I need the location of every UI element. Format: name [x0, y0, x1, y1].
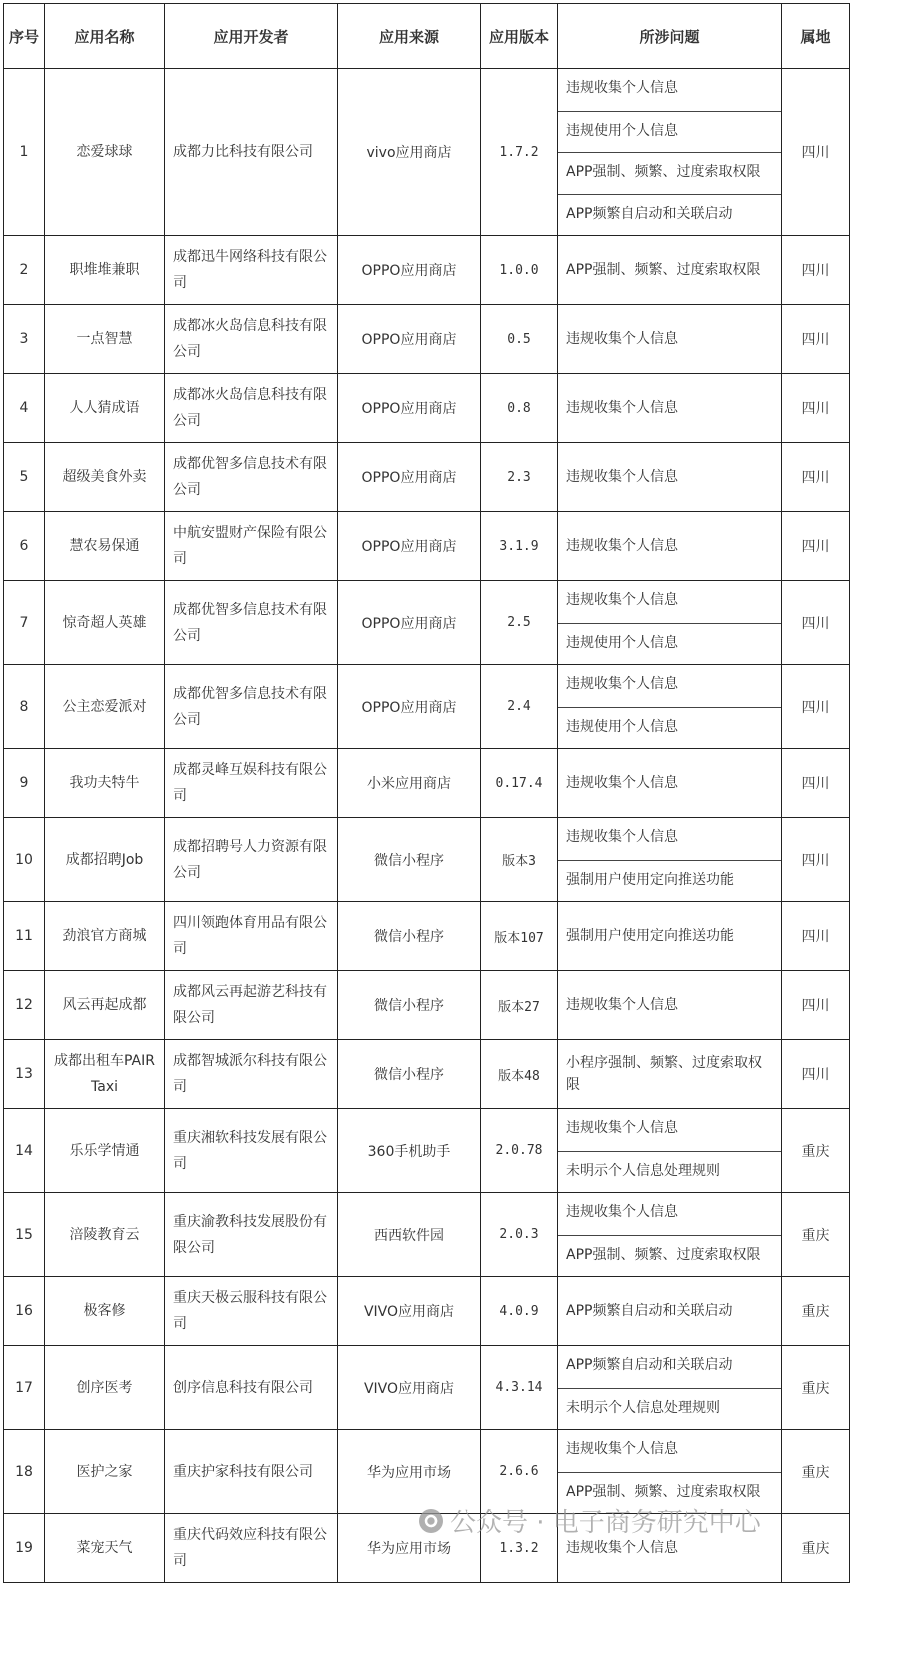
issues-cell	[558, 1109, 782, 1193]
issue-item: 违规收集个人信息	[566, 469, 678, 485]
issue-item: APP强制、频繁、过度索取权限	[558, 1472, 781, 1514]
region-cell: 重庆	[782, 1193, 850, 1277]
version-cell: 1.3.2	[481, 1514, 558, 1583]
region-cell: 四川	[782, 69, 850, 236]
region-cell: 四川	[782, 749, 850, 818]
app-name-cell: 我功夫特牛	[45, 749, 165, 818]
source-cell: OPPO应用商店	[338, 512, 481, 581]
header-index: 序号	[4, 4, 45, 69]
issues-cell	[558, 443, 782, 512]
issue-item: 违规使用个人信息	[558, 111, 781, 153]
issue-item: 违规使用个人信息	[558, 707, 781, 749]
developer-cell: 成都冰火岛信息科技有限公司	[165, 305, 338, 374]
source-cell: 西西软件园	[338, 1193, 481, 1277]
version-cell: 0.5	[481, 305, 558, 374]
issues-cell	[558, 1277, 782, 1346]
region-cell: 四川	[782, 512, 850, 581]
version-cell: 2.0.3	[481, 1193, 558, 1277]
developer-cell: 重庆湘软科技发展有限公司	[165, 1109, 338, 1193]
row-index: 19	[4, 1514, 45, 1583]
issue-item: 违规使用个人信息	[558, 623, 781, 665]
row-index: 17	[4, 1346, 45, 1430]
table-row	[4, 236, 850, 305]
app-name-cell: 极客修	[45, 1277, 165, 1346]
region-cell: 四川	[782, 236, 850, 305]
issue-item: APP频繁自启动和关联启动	[558, 194, 781, 236]
issues-cell	[558, 581, 782, 665]
developer-cell: 成都迅牛网络科技有限公司	[165, 236, 338, 305]
issues-cell	[558, 665, 782, 749]
developer-cell: 成都风云再起游艺科技有限公司	[165, 971, 338, 1040]
region-cell: 重庆	[782, 1109, 850, 1193]
region-cell: 重庆	[782, 1346, 850, 1430]
issue-item: 违规收集个人信息	[566, 997, 678, 1013]
table-row	[4, 1040, 850, 1109]
app-name-cell: 恋爱球球	[45, 69, 165, 236]
row-index: 16	[4, 1277, 45, 1346]
row-index: 8	[4, 665, 45, 749]
row-index: 6	[4, 512, 45, 581]
issue-item: 未明示个人信息处理规则	[558, 1388, 781, 1430]
version-cell: 1.7.2	[481, 69, 558, 236]
developer-cell: 重庆渝教科技发展股份有限公司	[165, 1193, 338, 1277]
issue-item: APP强制、频繁、过度索取权限	[566, 262, 761, 278]
issue-item: 违规收集个人信息	[566, 80, 678, 96]
app-name-cell: 成都招聘Job	[45, 818, 165, 902]
app-name-cell: 惊奇超人英雄	[45, 581, 165, 665]
app-name-cell: 成都出租车PAIR Taxi	[45, 1040, 165, 1109]
issue-item: 未明示个人信息处理规则	[558, 1151, 781, 1193]
issue-item: APP强制、频繁、过度索取权限	[558, 1235, 781, 1277]
developer-cell: 成都优智多信息技术有限公司	[165, 581, 338, 665]
source-cell: vivo应用商店	[338, 69, 481, 236]
version-cell: 0.8	[481, 374, 558, 443]
developer-cell: 重庆代码效应科技有限公司	[165, 1514, 338, 1583]
source-cell: 微信小程序	[338, 902, 481, 971]
table-row	[4, 818, 850, 902]
region-cell: 四川	[782, 971, 850, 1040]
region-cell: 四川	[782, 305, 850, 374]
version-cell: 版本107	[481, 902, 558, 971]
version-cell: 2.0.78	[481, 1109, 558, 1193]
version-cell: 2.3	[481, 443, 558, 512]
issues-cell	[558, 69, 782, 236]
issue-item: 违规收集个人信息	[566, 1441, 678, 1457]
app-name-cell: 职堆堆兼职	[45, 236, 165, 305]
table-row	[4, 1193, 850, 1277]
issue-item: 违规收集个人信息	[566, 592, 678, 608]
table-row	[4, 581, 850, 665]
developer-cell: 重庆护家科技有限公司	[165, 1430, 338, 1514]
issue-item: 小程序强制、频繁、过度索取权限	[566, 1055, 762, 1093]
row-index: 10	[4, 818, 45, 902]
developer-cell: 成都优智多信息技术有限公司	[165, 443, 338, 512]
issues-cell	[558, 1040, 782, 1109]
issues-cell	[558, 236, 782, 305]
region-cell: 四川	[782, 665, 850, 749]
issues-cell	[558, 971, 782, 1040]
issues-cell	[558, 902, 782, 971]
header-developer: 应用开发者	[165, 4, 338, 69]
app-name-cell: 人人猜成语	[45, 374, 165, 443]
issue-item: 违规收集个人信息	[566, 1120, 678, 1136]
table-row	[4, 1346, 850, 1430]
issue-item: APP频繁自启动和关联启动	[566, 1357, 733, 1373]
table-row	[4, 902, 850, 971]
developer-cell: 创序信息科技有限公司	[165, 1346, 338, 1430]
issues-cell	[558, 749, 782, 818]
row-index: 2	[4, 236, 45, 305]
developer-cell: 成都智城派尔科技有限公司	[165, 1040, 338, 1109]
app-name-cell: 涪陵教育云	[45, 1193, 165, 1277]
table-row	[4, 69, 850, 236]
version-cell: 0.17.4	[481, 749, 558, 818]
source-cell: 小米应用商店	[338, 749, 481, 818]
row-index: 9	[4, 749, 45, 818]
table-row	[4, 1277, 850, 1346]
issue-item: 违规收集个人信息	[566, 775, 678, 791]
region-cell: 四川	[782, 374, 850, 443]
table-row	[4, 443, 850, 512]
table-row	[4, 512, 850, 581]
version-cell: 1.0.0	[481, 236, 558, 305]
developer-cell: 重庆天极云服科技有限公司	[165, 1277, 338, 1346]
header-app-name: 应用名称	[45, 4, 165, 69]
region-cell: 四川	[782, 1040, 850, 1109]
issues-cell	[558, 305, 782, 374]
developer-cell: 成都招聘号人力资源有限公司	[165, 818, 338, 902]
issue-item: 强制用户使用定向推送功能	[566, 928, 734, 944]
issue-item: 违规收集个人信息	[566, 538, 678, 554]
app-violation-table	[3, 3, 850, 1583]
row-index: 5	[4, 443, 45, 512]
region-cell: 四川	[782, 818, 850, 902]
app-name-cell: 医护之家	[45, 1430, 165, 1514]
region-cell: 四川	[782, 581, 850, 665]
issue-item: 违规收集个人信息	[566, 1204, 678, 1220]
source-cell: 华为应用市场	[338, 1430, 481, 1514]
issue-item: 违规收集个人信息	[566, 829, 678, 845]
table-row	[4, 1514, 850, 1583]
table-row	[4, 665, 850, 749]
watermark-text: 公众号 · 电子商务研究中心	[450, 1508, 761, 1538]
issue-item: 违规收集个人信息	[566, 400, 678, 416]
version-cell: 2.5	[481, 581, 558, 665]
app-name-cell: 慧农易保通	[45, 512, 165, 581]
issue-item: 强制用户使用定向推送功能	[558, 860, 781, 902]
row-index: 13	[4, 1040, 45, 1109]
issue-item: 违规收集个人信息	[566, 331, 678, 347]
app-name-cell: 公主恋爱派对	[45, 665, 165, 749]
app-name-cell: 超级美食外卖	[45, 443, 165, 512]
source-cell: 微信小程序	[338, 1040, 481, 1109]
source-cell: OPPO应用商店	[338, 305, 481, 374]
app-name-cell: 菜宠天气	[45, 1514, 165, 1583]
developer-cell: 四川领跑体育用品有限公司	[165, 902, 338, 971]
row-index: 11	[4, 902, 45, 971]
region-cell: 四川	[782, 902, 850, 971]
issue-item: APP强制、频繁、过度索取权限	[558, 152, 781, 194]
version-cell: 4.3.14	[481, 1346, 558, 1430]
table-row	[4, 749, 850, 818]
issue-item: APP频繁自启动和关联启动	[566, 1303, 733, 1319]
source-cell: VIVO应用商店	[338, 1346, 481, 1430]
issues-cell	[558, 1514, 782, 1583]
region-cell: 重庆	[782, 1514, 850, 1583]
table-header-row	[4, 4, 850, 69]
issues-cell	[558, 512, 782, 581]
version-cell: 版本48	[481, 1040, 558, 1109]
row-index: 3	[4, 305, 45, 374]
header-version: 应用版本	[481, 4, 558, 69]
developer-cell: 成都力比科技有限公司	[165, 69, 338, 236]
header-issues: 所涉问题	[558, 4, 782, 69]
header-source: 应用来源	[338, 4, 481, 69]
table-body	[4, 69, 850, 1583]
row-index: 4	[4, 374, 45, 443]
source-cell: 微信小程序	[338, 818, 481, 902]
version-cell: 2.6.6	[481, 1430, 558, 1514]
source-cell: VIVO应用商店	[338, 1277, 481, 1346]
issues-cell	[558, 374, 782, 443]
table-row	[4, 971, 850, 1040]
table-row	[4, 1430, 850, 1514]
version-cell: 版本3	[481, 818, 558, 902]
source-cell: OPPO应用商店	[338, 443, 481, 512]
source-cell: OPPO应用商店	[338, 665, 481, 749]
table-row	[4, 1109, 850, 1193]
row-index: 14	[4, 1109, 45, 1193]
row-index: 18	[4, 1430, 45, 1514]
region-cell: 重庆	[782, 1277, 850, 1346]
developer-cell: 成都灵峰互娱科技有限公司	[165, 749, 338, 818]
region-cell: 重庆	[782, 1430, 850, 1514]
issues-cell	[558, 1346, 782, 1430]
source-cell: 360手机助手	[338, 1109, 481, 1193]
row-index: 12	[4, 971, 45, 1040]
app-name-cell: 风云再起成都	[45, 971, 165, 1040]
developer-cell: 成都冰火岛信息科技有限公司	[165, 374, 338, 443]
app-name-cell: 创序医考	[45, 1346, 165, 1430]
app-name-cell: 乐乐学情通	[45, 1109, 165, 1193]
source-cell: OPPO应用商店	[338, 374, 481, 443]
app-name-cell: 一点智慧	[45, 305, 165, 374]
table-row	[4, 374, 850, 443]
row-index: 1	[4, 69, 45, 236]
issues-cell	[558, 1430, 782, 1514]
region-cell: 四川	[782, 443, 850, 512]
source-cell: 微信小程序	[338, 971, 481, 1040]
app-name-cell: 劲浪官方商城	[45, 902, 165, 971]
version-cell: 2.4	[481, 665, 558, 749]
issue-item: 违规收集个人信息	[566, 1540, 678, 1556]
developer-cell: 中航安盟财产保险有限公司	[165, 512, 338, 581]
source-cell: OPPO应用商店	[338, 236, 481, 305]
table-row	[4, 305, 850, 374]
source-cell: 华为应用市场	[338, 1514, 481, 1583]
issues-cell	[558, 818, 782, 902]
issues-cell	[558, 1193, 782, 1277]
version-cell: 3.1.9	[481, 512, 558, 581]
header-region: 属地	[782, 4, 850, 69]
row-index: 15	[4, 1193, 45, 1277]
source-cell: OPPO应用商店	[338, 581, 481, 665]
issue-item: 违规收集个人信息	[566, 676, 678, 692]
row-index: 7	[4, 581, 45, 665]
version-cell: 4.0.9	[481, 1277, 558, 1346]
developer-cell: 成都优智多信息技术有限公司	[165, 665, 338, 749]
version-cell: 版本27	[481, 971, 558, 1040]
